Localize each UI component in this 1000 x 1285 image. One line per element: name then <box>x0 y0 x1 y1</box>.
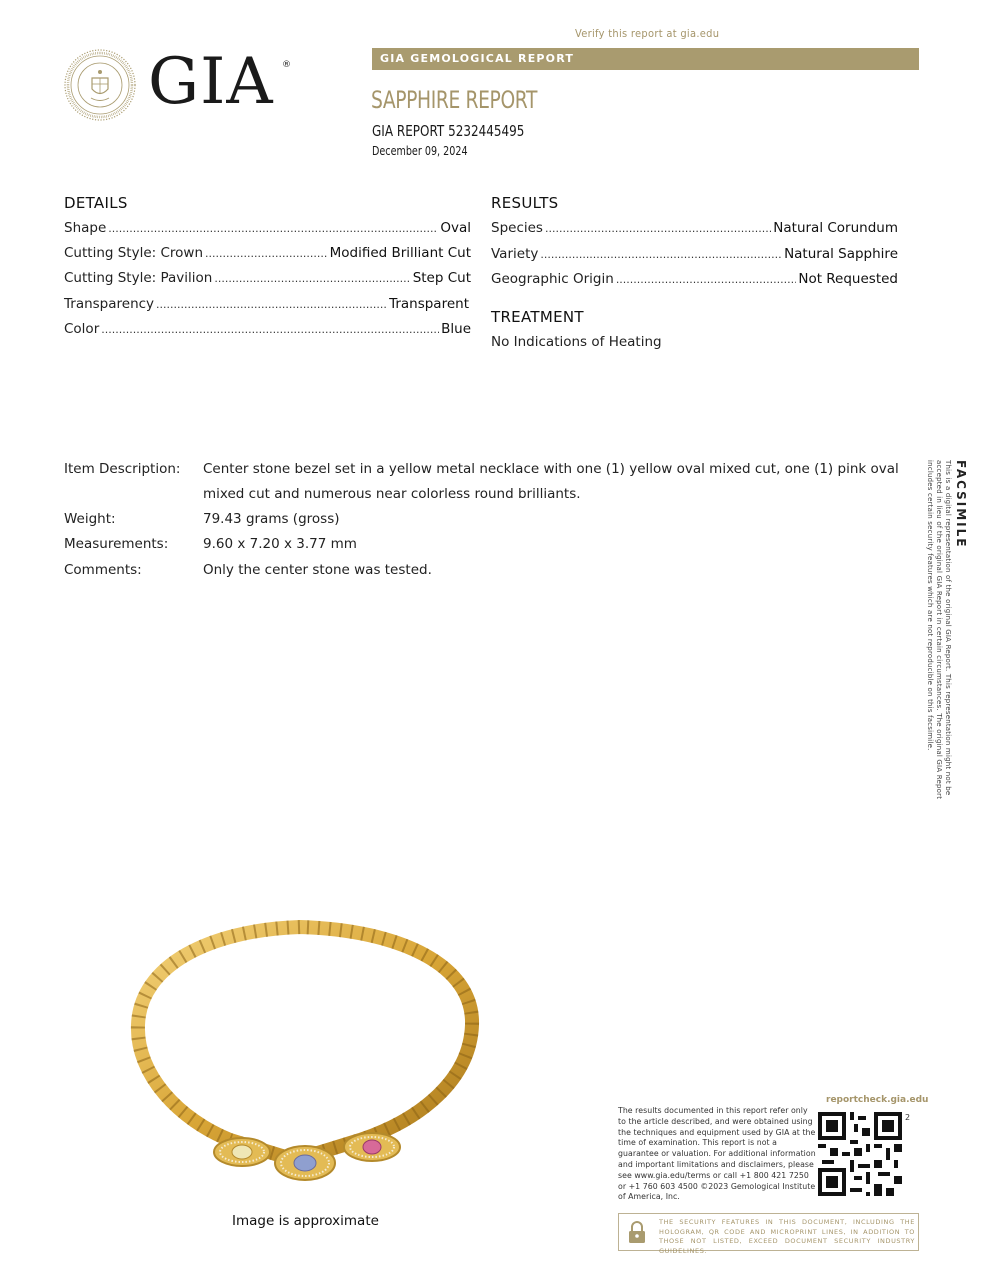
band-label: GIA GEMOLOGICAL REPORT <box>380 52 575 65</box>
leader-dots <box>108 222 438 235</box>
details-row-shape <box>64 220 471 240</box>
leader-dots <box>205 247 328 260</box>
row-value: Natural Sapphire <box>784 246 898 262</box>
disclaimer-text: The results documented in this report refer only to the article described, and were obtained using the techniques and equipment used by GIA at the time of examination. This report is not a guarantee or valuation. For additional information and important limitations and disclaimers, please see www.gia.edu/terms or call +1 800 421 7250 or +1 760 603 4500 ©2023 Gemological Institute of America, Inc. <box>618 1106 816 1202</box>
details-row-color <box>64 321 471 341</box>
security-notice <box>618 1213 919 1255</box>
row-label: Shape <box>64 220 107 236</box>
row-value: Blue <box>441 321 471 337</box>
leader-dots <box>545 222 771 235</box>
details-row-pavilion <box>64 270 471 290</box>
gia-wordmark: GIA <box>148 45 274 119</box>
details-title: DETAILS <box>64 194 128 212</box>
facsimile-notice <box>928 460 968 820</box>
treatment-title: TREATMENT <box>491 308 584 326</box>
results-row-variety <box>491 246 898 266</box>
row-value: Oval <box>440 220 471 236</box>
comments-value: Only the center stone was tested. <box>203 562 432 578</box>
row-label: Species <box>491 220 543 236</box>
weight-value: 79.43 grams (gross) <box>203 511 340 527</box>
comments-label: Comments: <box>64 562 142 578</box>
row-value: Step Cut <box>412 270 471 286</box>
details-row-transparency <box>64 296 469 316</box>
necklace-image <box>120 905 490 1190</box>
measurements-label: Measurements: <box>64 536 169 552</box>
results-row-origin <box>491 271 898 291</box>
verify-link[interactable]: Verify this report at gia.edu <box>575 27 720 40</box>
lock-icon <box>625 1220 649 1244</box>
row-value: Not Requested <box>798 271 898 287</box>
report-type: SAPPHIRE REPORT <box>371 86 538 114</box>
details-row-crown <box>64 245 471 265</box>
leader-dots <box>156 298 387 311</box>
report-header-band <box>372 48 919 70</box>
results-row-species <box>491 220 898 240</box>
facsimile-text: This is a digital representation of the original GIA Report. This representation might not be accepted in lieu of the original GIA Report in certain circumstances. The original GIA Report includes certain security features which are not reproducible on this facsimile. <box>926 460 952 800</box>
qr-code[interactable] <box>818 1112 902 1196</box>
leader-dots <box>214 272 410 285</box>
qr-index: 2 <box>905 1113 911 1122</box>
row-label: Transparency <box>64 296 155 312</box>
item-description-label: Item Description: <box>64 461 181 477</box>
report-number: GIA REPORT 5232445495 <box>372 122 525 140</box>
leader-dots <box>616 273 797 286</box>
pink-stone <box>363 1140 381 1154</box>
row-label: Cutting Style: Pavilion <box>64 270 213 286</box>
gia-seal-logo <box>63 48 137 122</box>
leader-dots <box>540 248 782 261</box>
row-value: Modified Brilliant Cut <box>329 245 471 261</box>
registered-mark: ® <box>282 60 291 70</box>
row-label: Color <box>64 321 100 337</box>
row-label: Geographic Origin <box>491 271 614 287</box>
leader-dots <box>101 323 439 336</box>
row-value: Natural Corundum <box>773 220 898 236</box>
report-date: December 09, 2024 <box>372 144 468 158</box>
row-value: Transparent <box>389 296 469 312</box>
blue-center-stone <box>294 1155 316 1171</box>
item-description-value: Center stone bezel set in a yellow metal necklace with one (1) yellow oval mixed cut, one (1) pink oval mixed cut and numerous near colorless round brilliants. <box>203 461 899 502</box>
measurements-value: 9.60 x 7.20 x 3.77 mm <box>203 536 357 552</box>
facsimile-title: FACSIMILE <box>954 460 968 549</box>
results-title: RESULTS <box>491 194 559 212</box>
security-text: THE SECURITY FEATURES IN THIS DOCUMENT, INCLUDING THE HOLOGRAM, QR CODE AND MICROPRINT LINES, IN ADDITION TO THOSE NOT LISTED, EXCEED DOCUMENT SECURITY INDUSTRY GUIDELINES. <box>659 1218 915 1255</box>
row-label: Variety <box>491 246 539 262</box>
row-label: Cutting Style: Crown <box>64 245 204 261</box>
reportcheck-link[interactable]: reportcheck.gia.edu <box>826 1095 929 1105</box>
weight-label: Weight: <box>64 511 116 527</box>
yellow-stone <box>232 1145 252 1159</box>
treatment-value: No Indications of Heating <box>491 334 662 350</box>
image-caption: Image is approximate <box>232 1213 379 1229</box>
